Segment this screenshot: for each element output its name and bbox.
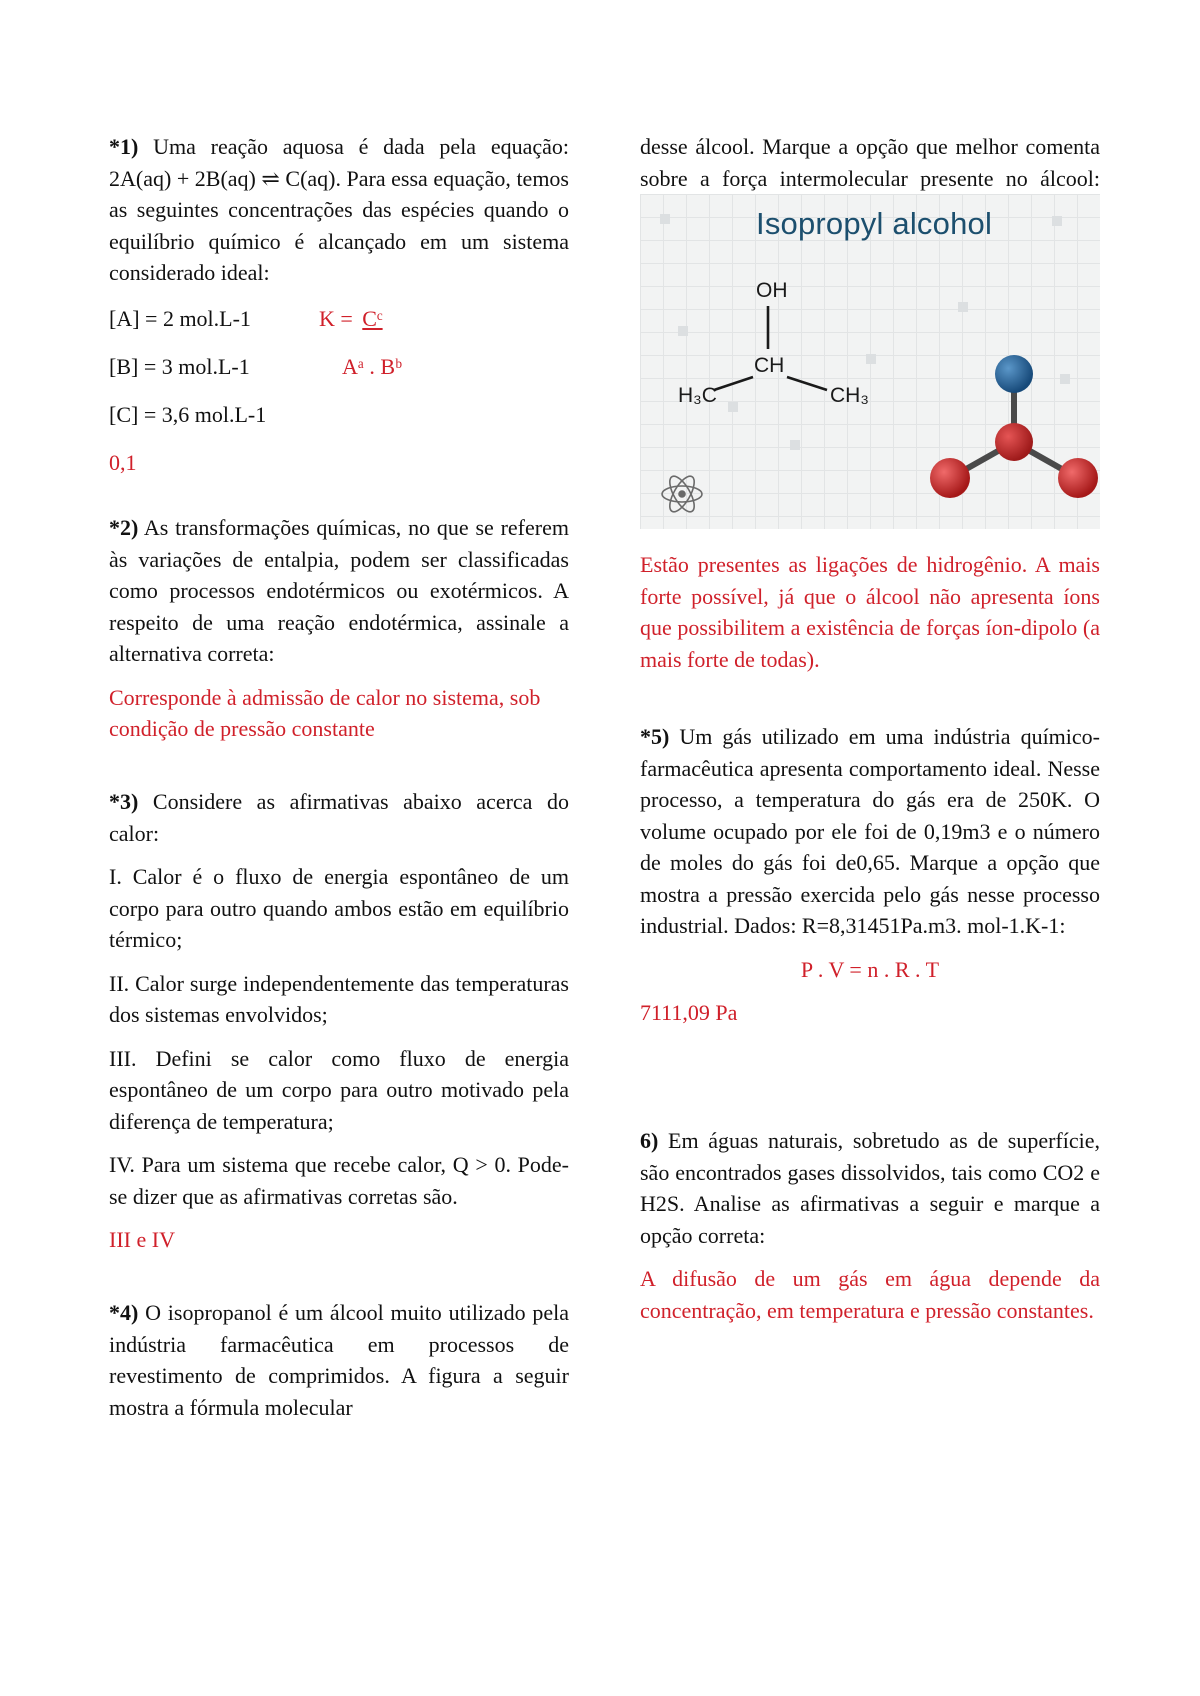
question-6-body: Em águas naturais, sobretudo as de superfície, são encontrados gases dissolvidos, tais como CO2 e H2S. Analise as afirmativas a seguir e marque a opção correta: — [640, 1128, 1100, 1248]
question-4-body: O isopropanol é um álcool muito utilizado pela indústria farmacêutica em processos de revestimento de comprimidos. A figura a seguir mostra a fórmula molecular — [109, 1300, 570, 1420]
question-1 — [109, 131, 569, 478]
answer-6: A difusão de um gás em água depende da concentração, em temperatura e pressão constantes. — [640, 1266, 1100, 1323]
k-numerator: Cᶜ — [362, 305, 383, 331]
answer-4: Estão presentes as ligações de hidrogênio. A mais forte possível, já que o álcool não apresenta íons que possibilitem a existência de forças íon-dipolo (a mais forte de todas). — [640, 552, 1100, 672]
equilibrium-constant-label — [319, 303, 383, 335]
answer-1: 0,1 — [109, 449, 137, 475]
hydroxyl-label: OH — [756, 279, 788, 302]
question-2 — [109, 512, 569, 745]
figure-title: Isopropyl alcohol — [756, 206, 993, 241]
question-5-body: Um gás utilizado em uma indústria químico-farmacêutica apresenta comportamento ideal. Nesse processo, a temperatura do gás era de 250K. O volume ocupado por ele foi de 0,19m3 e o número de moles do gás foi de0,65. Marque a opção que mostra a pressão exercida pelo gás nesse processo industrial. Dados: R=8,31451Pa.m3. mol-1.K-1: — [640, 724, 1100, 938]
question-4-text — [109, 1297, 569, 1423]
statement-2: II. Calor surge independentemente das temperaturas dos sistemas envolvidos; — [109, 970, 569, 1027]
concentration-b: [B] = 3 mol.L-1 — [109, 353, 250, 379]
carbon-atom-left — [930, 458, 970, 498]
h3c-label: H₃C — [678, 384, 717, 407]
answer-3: III e IV — [109, 1227, 175, 1252]
question-1-number: *1) — [109, 134, 139, 159]
answer-5: 7111,09 Pa — [640, 1000, 738, 1025]
molecule-diagram — [640, 194, 1100, 529]
central-carbon-atom — [995, 423, 1033, 461]
question-3-number: *3) — [109, 789, 139, 814]
question-4 — [109, 1297, 569, 1423]
k-expression: K = — [319, 305, 359, 331]
concentration-a-row — [109, 303, 569, 351]
concentration-c: [C] = 3,6 mol.L-1 — [109, 401, 267, 427]
question-5 — [640, 721, 1100, 1029]
question-1-body: Uma reação aquosa é dada pela equação: 2A(aq) + 2B(aq) ⇌ C(aq). Para essa equação, temos as seguintes concentrações das espécies quando o equilíbrio químico é alcançado em um sistema considerado ideal: — [109, 134, 569, 285]
concentration-c-row — [109, 399, 569, 447]
question-4-number: *4) — [109, 1300, 139, 1325]
k-denominator: Aᵃ . Bᵇ — [342, 353, 402, 379]
question-4-text-continued: desse álcool. Marque a opção que melhor comenta sobre a força intermolecular presente no álcool: — [640, 134, 1100, 191]
question-6 — [640, 1125, 1100, 1326]
ch3-label: CH₃ — [830, 384, 869, 407]
concentration-b-row — [109, 351, 569, 399]
oxygen-atom — [995, 355, 1033, 393]
question-4-continued — [640, 131, 1100, 675]
question-5-number: *5) — [640, 724, 670, 749]
question-3-body: Considere as afirmativas abaixo acerca do calor: — [109, 789, 570, 846]
concentration-a: [A] = 2 mol.L-1 — [109, 305, 251, 331]
ideal-gas-formula: P . V = n . R . T — [800, 956, 940, 982]
ch-label: CH — [754, 354, 785, 377]
question-1-text — [109, 131, 569, 289]
carbon-atom-right — [1058, 458, 1098, 498]
statement-3: III. Defini se calor como fluxo de energia espontâneo de um corpo para outro motivado pela diferença de temperatura; — [109, 1045, 569, 1134]
atom-logo-icon — [662, 473, 702, 516]
question-2-number: *2) — [109, 515, 139, 540]
question-2-body: As transformações químicas, no que se referem às variações de entalpia, podem ser classificadas como processos endotérmicos ou exotérmicos. A respeito de uma reação endotérmica, assinale a alternativa correta: — [109, 515, 569, 666]
question-3-text — [109, 786, 569, 849]
isopropyl-alcohol-figure — [640, 194, 1100, 529]
question-2-text — [109, 512, 569, 670]
question-3 — [109, 786, 569, 1256]
question-5-text — [640, 721, 1100, 942]
answer-2: Corresponde à admissão de calor no sistema, sob condição de pressão constante — [109, 684, 541, 741]
statement-1: I. Calor é o fluxo de energia espontâneo de um corpo para outro quando ambos estão em equilíbrio térmico; — [109, 864, 569, 952]
statement-4: IV. Para um sistema que recebe calor, Q > 0. Pode-se dizer que as afirmativas corretas são. — [109, 1152, 569, 1209]
question-6-text — [640, 1125, 1100, 1251]
question-6-number: 6) — [640, 1128, 659, 1153]
